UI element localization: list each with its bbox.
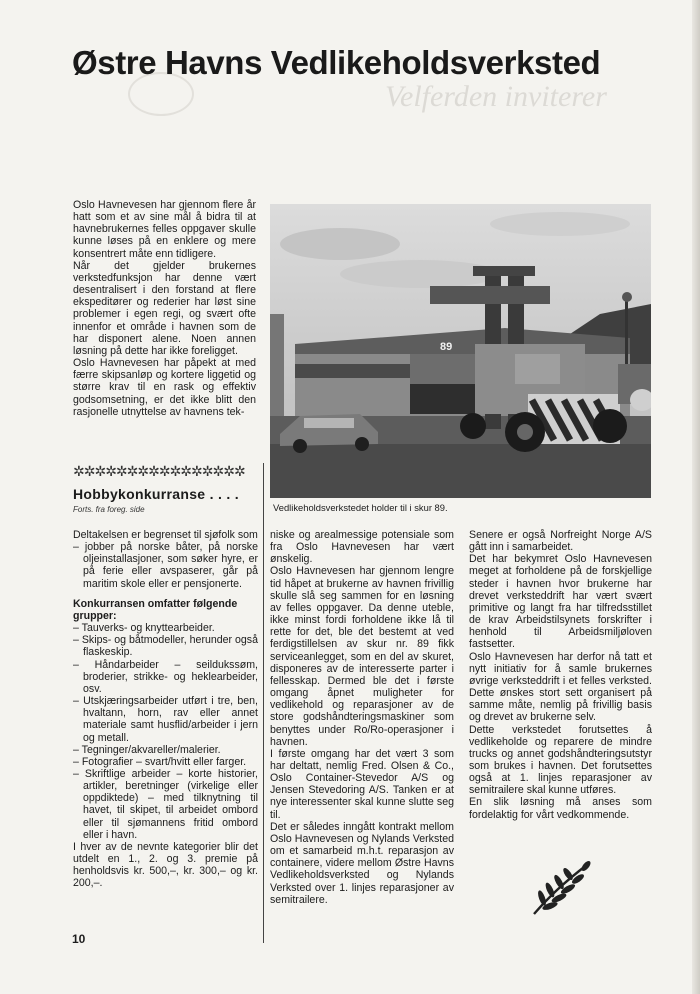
hobby-title: Hobbykonkurranse . . . . xyxy=(73,486,239,502)
continued-note: Forts. fra foreg. side xyxy=(73,505,145,514)
prizes-text: I hver av de nevnte kategorier blir det utdelt en 1., 2. og 3. premie på henholdsvis kr. 500,–, kr. 300,– og kr. 200,–. xyxy=(73,840,258,890)
right-column xyxy=(469,529,652,821)
list-item: – Tegninger/akvareller/malerier. xyxy=(73,743,221,756)
paragraph: En slik løsning må anses som fordelaktig for vårt vedkommende. xyxy=(469,796,652,821)
middle-column xyxy=(270,529,454,906)
paragraph: Det er således inngått kontrakt mellom Oslo Havnevesen og Nylands Verksted om et samarbeid m.h.t. reparasjon av containere, videre mellom Østre Havns Vedlikeholdsverksted og Nylands Verksted over 1. linjes reparasjoner av semitrailere. xyxy=(270,820,454,906)
intro-column xyxy=(73,199,256,418)
workshop-photo xyxy=(270,204,651,498)
list-item: – Skriftlige arbeider – korte historier, artikler, beretninger (virkelige eller oppdiktede) – med tilknytning til havet, til skipet, til arbeidet ombord eller til sjømannens fritid ombord eller i havn. xyxy=(73,767,258,841)
building-number: 89 xyxy=(440,341,453,353)
column-rule xyxy=(263,463,264,943)
paragraph: Dette verkstedet forutsettes å vedlikeholde og reparere de mindre trucks og annet godshåndteringsutstyr som brukes i havnen. Det forutsettes også at 1. linjes reparasjoner av semitrailere skal kunne utføres. xyxy=(469,723,652,797)
groups-heading: Konkurransen omfatter følgende grupper: xyxy=(73,597,238,622)
intro-paragraph: Oslo Havnevesen har påpekt at med færre skipsanløp og kortere liggetid og større krav til en rask og effektiv godsomsetning, er det ikke blitt den rasjonelle utnyttelse av havnens tek- xyxy=(73,357,256,418)
star-divider: ✲✲✲✲✲✲✲✲✲✲✲✲✲✲✲✲ xyxy=(73,463,245,479)
list-item: – Håndarbeider – seildukssøm, broderier, strikke- og heklearbeider, osv. xyxy=(73,658,258,695)
list-item: – Skips- og båtmodeller, herunder også flaskeskip. xyxy=(73,634,258,659)
list-item: – Fotografier – svart/hvitt eller farger. xyxy=(73,755,247,768)
paragraph: I første omgang har det vært 3 som har deltatt, nemlig Fred. Olsen & Co., Oslo Container-Stevedor A/S og Jensen Stevedoring A/S. Tanken er at nye interessenter skal kunne slutte seg til. xyxy=(270,747,454,821)
hobby-intro-list xyxy=(73,541,258,590)
list-item: – Utskjæringsarbeider utført i tre, ben, hvaltann, horn, rav eller annet materiale samt husflid/arbeider i jern og metall. xyxy=(73,695,258,744)
hobby-column xyxy=(73,529,258,890)
intro-paragraph: Oslo Havnevesen har gjennom flere år hatt som et av sine mål å bidra til at havnebrukernes felles oppgaver skulle kunne løses på en enklere og mere konsentrert måte enn tidligere. xyxy=(73,199,256,260)
paragraph: Det har bekymret Oslo Havnevesen meget at forholdene på de forskjellige steder i havnen hvor brukerne har drevet verksteddrift har vært svært primitive og langt fra har tilfredsstillet de krav Arbeidstilsynets forskrifter i henhold til Arbeidsmiljøloven fastsetter. xyxy=(469,553,652,651)
paragraph: niske og arealmessige potensiale som fra Oslo Havnevesen har vært ønskelig. xyxy=(270,529,454,566)
page-number: 10 xyxy=(72,932,86,946)
show-through-text: Velferden inviterer xyxy=(385,80,607,113)
list-item: – Tauverks- og knyttearbeider. xyxy=(73,622,215,635)
paragraph: Oslo Havnevesen har derfor nå tatt et nytt initiativ for å samle brukernes øvrige verksteddrift i et felles verksted. Dette ønskes stort sett organisert på samme måte, nemlig på frivillig basis og drevet av brukerne selv. xyxy=(469,650,652,724)
list-item: – jobber på norske båter, på norske oljeinstallasjoner, som søker hyre, er på ferie eller avspaserer, går på maritim skole eller er pensjonerte. xyxy=(73,541,258,590)
page-title: Østre Havns Vedlikeholdsverksted xyxy=(72,44,601,81)
paragraph: Oslo Havnevesen har gjennom lengre tid håpet at brukerne av havnen frivillig skulle slå seg sammen for en løsning av felles oppgaver. Da denne uteble, ikke minst fordi forholdene ikke lå til rette for det, ble det bestemt at ved ferdigstillelsen av skur nr. 89 fikk serviceanlegget, som en del av skuret, disponeres av de interesserte parter i fellesskap. Dermed ble det i første omgang åpnet muligheter for vedlikehold og reparasjoner av de store godshåndteringsmaskiner som benyttes under Ro/Ro-operasjoner i havnen. xyxy=(270,565,454,748)
hobby-intro: Deltakelsen er begrenset til sjøfolk som xyxy=(73,529,258,541)
laurel-branch-icon xyxy=(528,854,594,920)
intro-paragraph: Når det gjelder brukernes verkstedfunksjon har denne vært desentralisert i den forstand at flere ekspeditører og rederier har løst sine problemer i egen regi, og svært ofte innenfor et område i havnen som de har disponert alene. Noen annen løsning på dette har ikke foreligget. xyxy=(73,259,256,357)
paragraph: Senere er også Norfreight Norge A/S gått inn i samarbeidet. xyxy=(469,529,652,554)
photo-caption: Vedlikeholdsverkstedet holder til i skur 89. xyxy=(273,502,448,513)
page-edge xyxy=(692,0,700,994)
groups-list xyxy=(73,622,258,841)
